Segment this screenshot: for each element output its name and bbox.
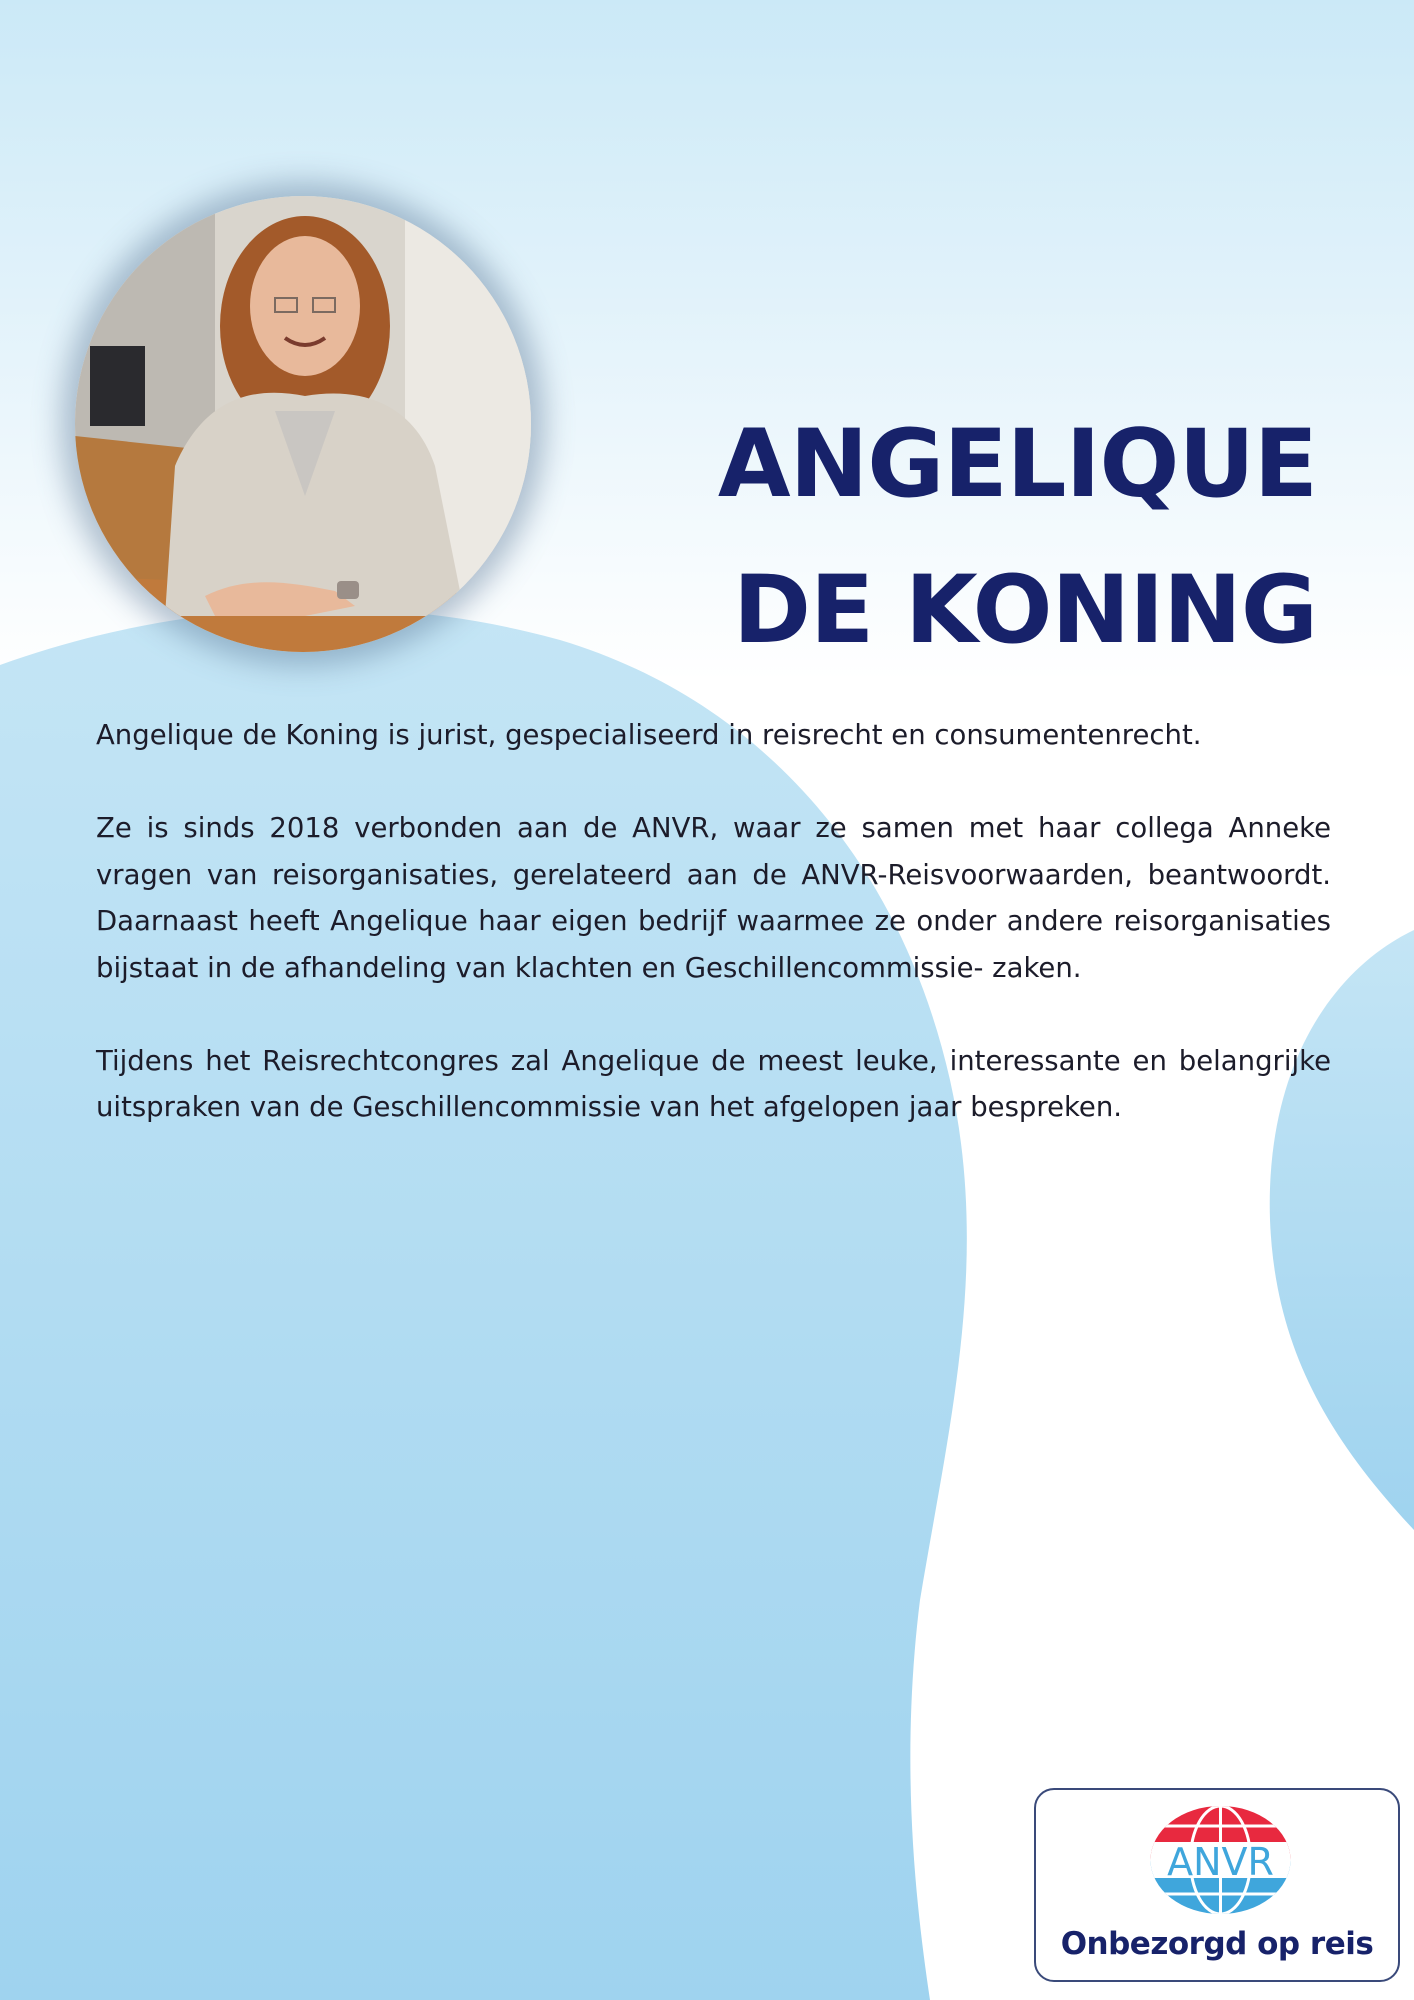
anvr-logo-text: ANVR <box>1167 1840 1274 1884</box>
speaker-bio <box>96 712 1331 1177</box>
speaker-name <box>557 392 1317 684</box>
speaker-name-line2: DE KONING <box>733 556 1317 665</box>
bio-paragraph-1: Angelique de Koning is jurist, gespecialiseerd in reisrecht en consumentenrecht. <box>96 719 1202 751</box>
speaker-photo <box>75 196 531 652</box>
anvr-globe-logo <box>1148 1804 1293 1916</box>
speaker-name-line1: ANGELIQUE <box>717 410 1317 519</box>
anvr-tagline: Onbezorgd op reis <box>1060 1926 1374 1962</box>
bio-paragraph-2: Ze is sinds 2018 verbonden aan de ANVR, waar ze samen met haar collega Anneke vragen van reisorganisaties, gerelateerd aan de ANVR-Reisvoorwaarden, beantwoordt. Daarnaast heeft Angelique haar eigen bedrijf waarmee ze onder andere reisorganisaties bijstaat in de afhandeling van klachten en Geschillencommissie- zaken. <box>96 812 1331 984</box>
bio-paragraph-3: Tijdens het Reisrechtcongres zal Angelique de meest leuke, interessante en belangrijke uitspraken van de Geschillencommissie van het afgelopen jaar bespreken. <box>96 1044 1331 1123</box>
speaker-photo-illustration <box>75 196 531 652</box>
anvr-logo-card <box>1034 1788 1400 1982</box>
